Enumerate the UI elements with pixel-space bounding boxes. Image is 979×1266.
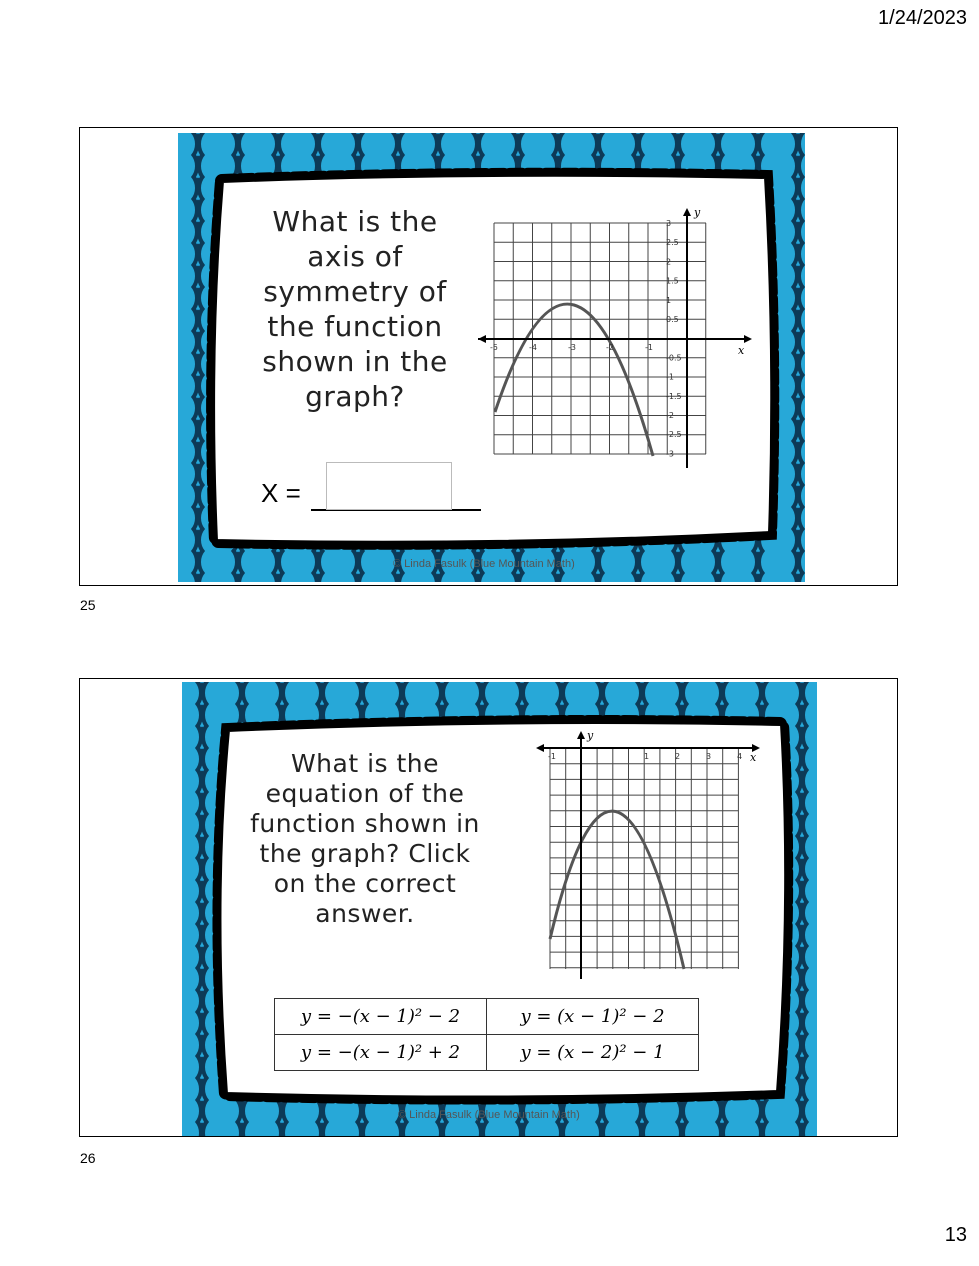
y-tick-label: -1	[666, 372, 674, 382]
y-tick-label: 1.5	[666, 276, 679, 286]
y-axis-label: y	[587, 729, 594, 742]
choice-option[interactable]: y = (x − 1)² − 2	[487, 999, 699, 1035]
choice-option[interactable]: y = −(x − 1)² + 2	[275, 1035, 487, 1071]
y-tick-label: -2	[666, 411, 674, 420]
parabola-graph	[528, 729, 768, 979]
copyright-credit: © Linda Fasulk (Blue Mountain Math)	[398, 1109, 580, 1121]
y-tick-label: -1.5	[666, 391, 682, 401]
slide-26	[79, 678, 898, 1137]
choice-option[interactable]: y = (x − 2)² − 1	[487, 1035, 699, 1071]
x-tick-label: 1	[644, 752, 650, 761]
x-tick-label: 3	[706, 752, 712, 761]
x-tick-label: -4	[529, 343, 537, 352]
page-date: 1/24/2023	[878, 7, 967, 29]
y-tick-label: 0.5	[666, 315, 679, 324]
x-axis-label: x	[738, 344, 745, 357]
x-tick-label: -3	[568, 343, 576, 352]
page-number: 13	[944, 1224, 967, 1246]
x-tick-label: -5	[490, 343, 498, 352]
parabola-graph	[476, 206, 756, 468]
slide-number: 25	[80, 597, 96, 613]
y-axis-arrow-icon	[577, 731, 585, 739]
x-tick-label: -2	[606, 343, 614, 352]
copyright-credit: © Linda Fasulk (Blue Mountain Math)	[393, 558, 575, 570]
slide-number: 26	[80, 1150, 96, 1166]
y-tick-label: 3	[666, 219, 672, 228]
y-tick-label: 1	[666, 295, 672, 305]
y-tick-label: -2.5	[666, 430, 682, 440]
x-axis-arrow-icon	[744, 335, 752, 343]
x-axis-left-arrow-icon	[478, 335, 486, 343]
parabola-curve	[550, 811, 684, 969]
x-tick-label: 2	[675, 752, 681, 761]
answer-choices-table	[274, 998, 699, 1071]
y-tick-label: 2	[666, 257, 672, 267]
y-tick-label: -0.5	[666, 353, 682, 363]
y-tick-label: 2.5	[666, 238, 679, 248]
y-axis-label: y	[694, 206, 701, 219]
question-text: What is the axis of symmetry of the function shown in the graph?	[262, 205, 448, 413]
parabola-curve	[495, 304, 653, 456]
x-tick-label: 4	[737, 752, 743, 761]
x-tick-label: -1	[645, 343, 653, 352]
x-tick-label: -1	[548, 752, 556, 761]
answer-input-box[interactable]	[326, 462, 452, 510]
answer-label: X =	[261, 478, 301, 508]
y-tick-label: -3	[666, 449, 674, 459]
y-axis-arrow-icon	[683, 208, 691, 216]
choice-option[interactable]: y = −(x − 1)² − 2	[275, 999, 487, 1035]
question-text: What is the equation of the function shown in the graph? Click on the correct answer.	[250, 749, 480, 928]
x-axis-left-arrow-icon	[536, 744, 544, 752]
slide-25	[79, 127, 898, 586]
x-axis-label: x	[750, 751, 757, 764]
